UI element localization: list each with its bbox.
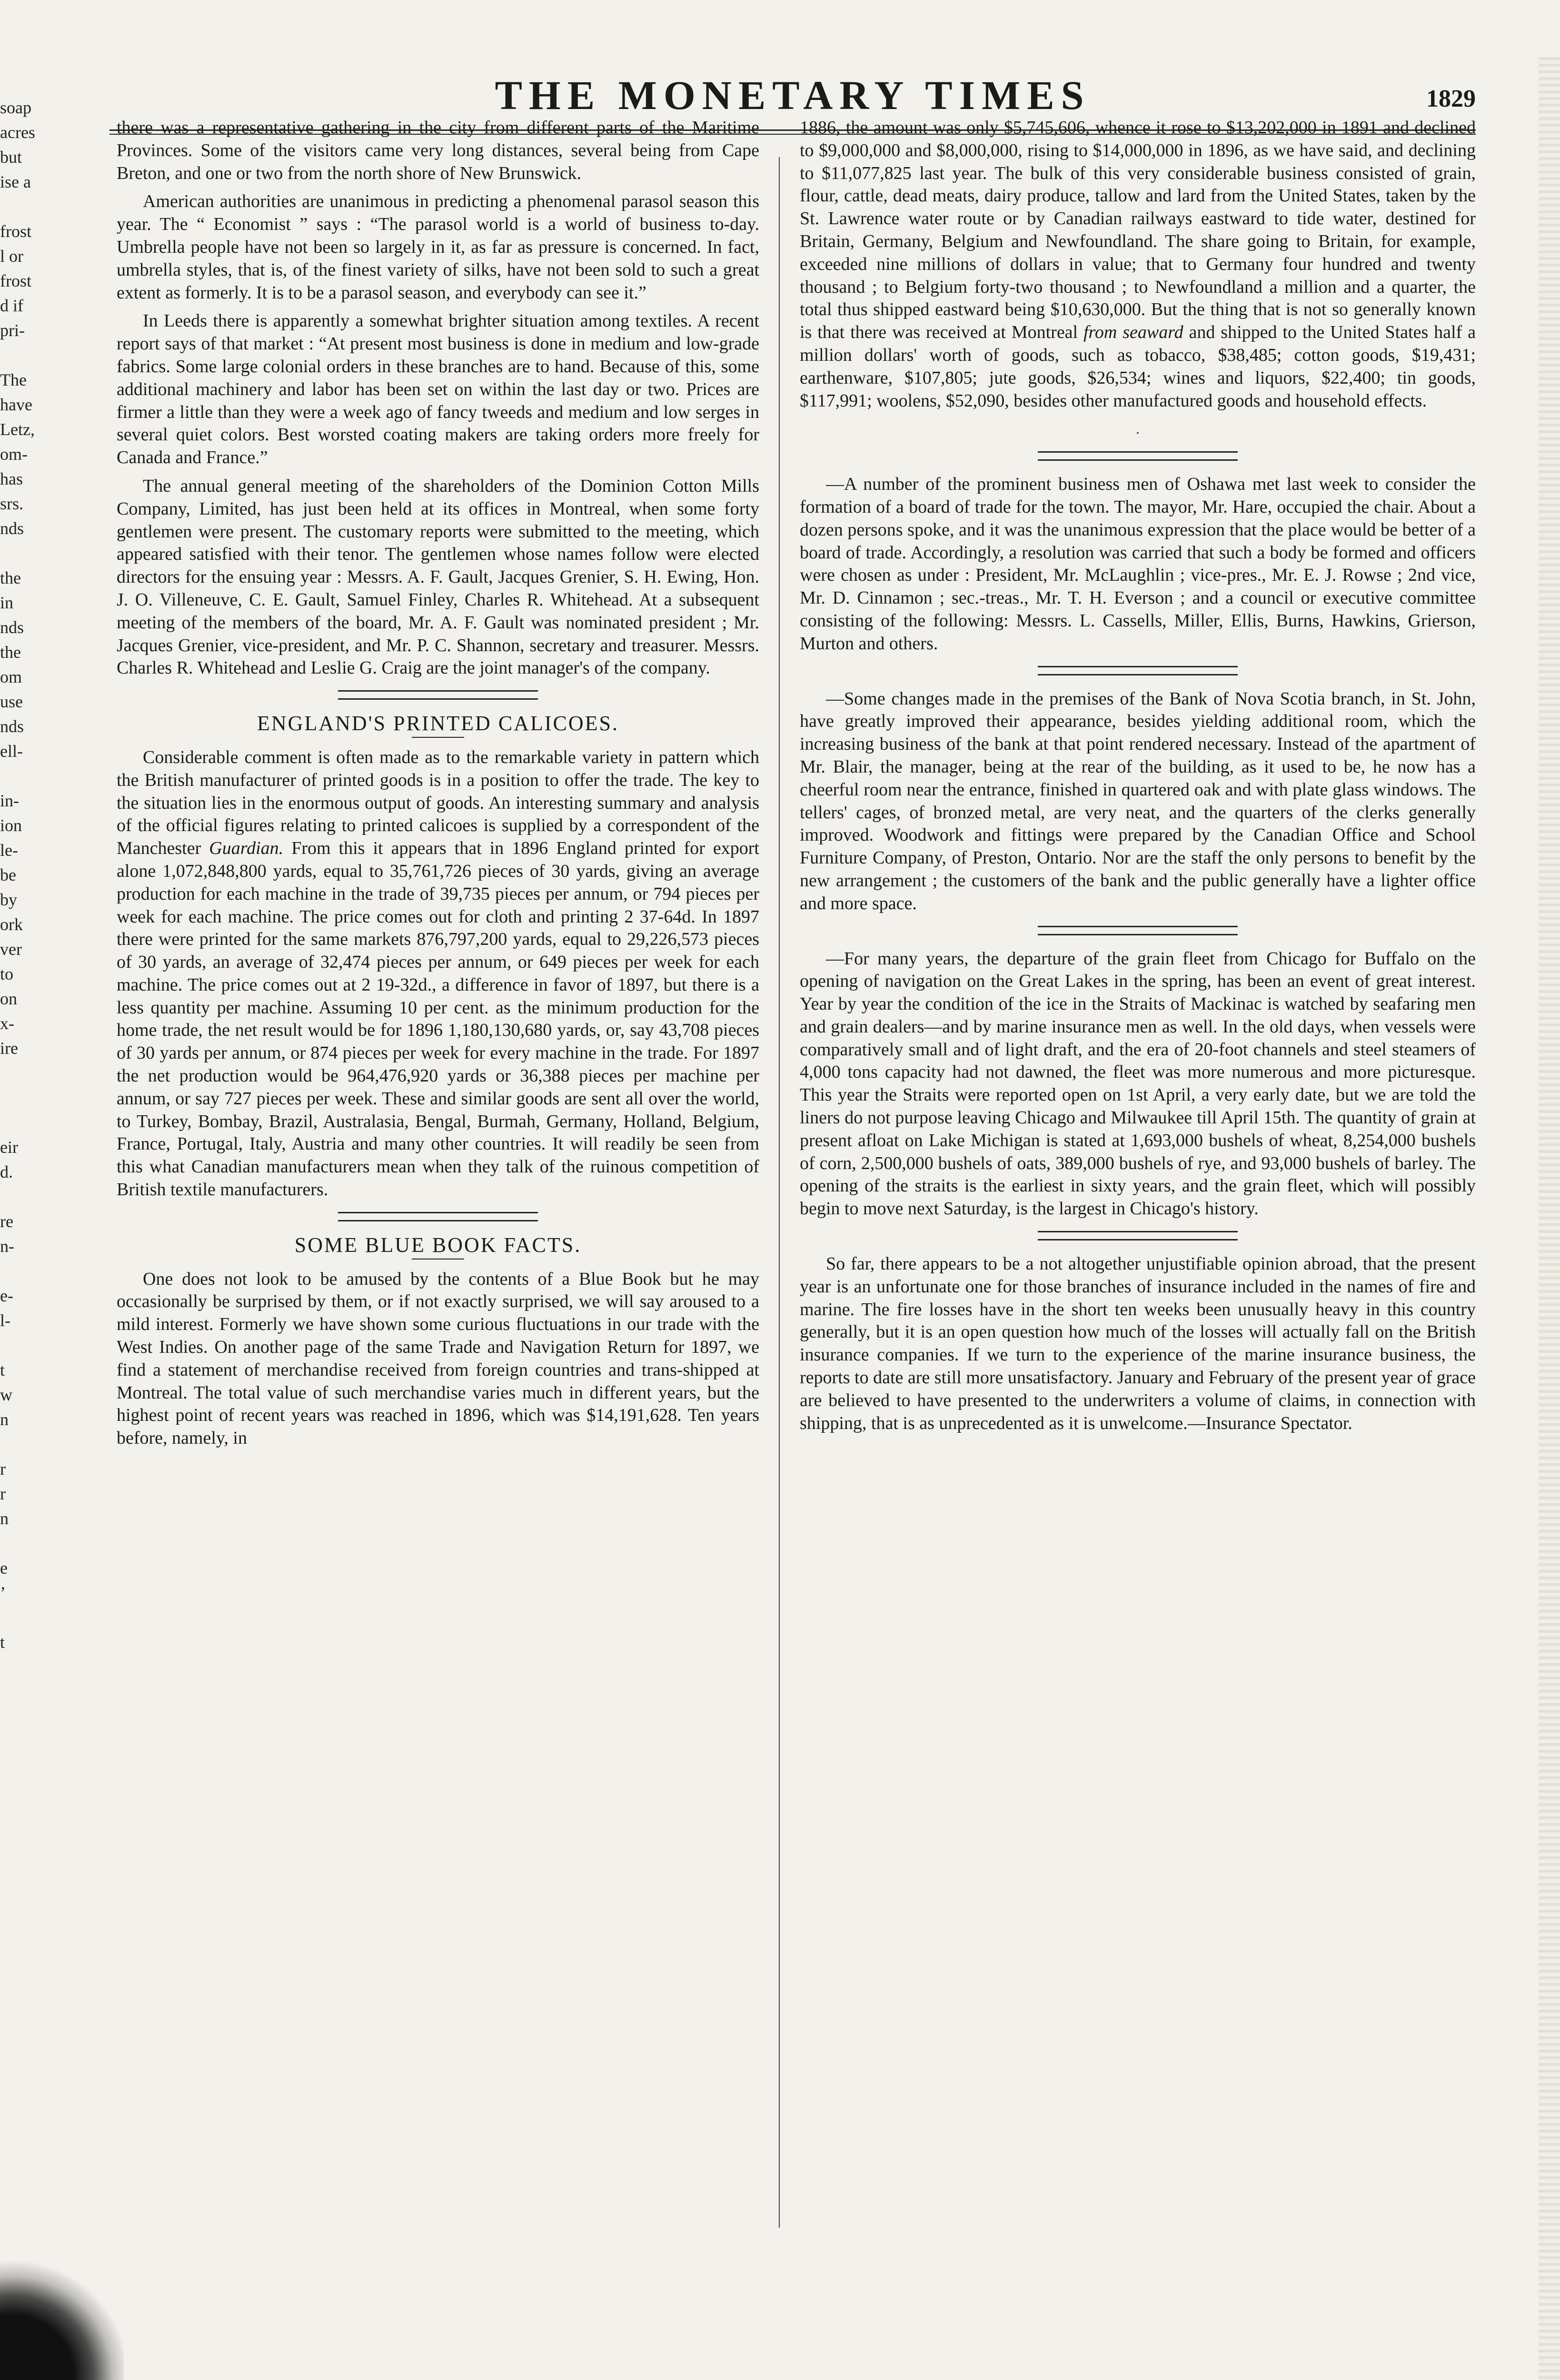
margin-fragment: nds — [0, 618, 24, 637]
margin-fragment: l- — [0, 1311, 10, 1330]
margin-fragment: acres — [0, 123, 35, 142]
margin-fragment: ver — [0, 940, 22, 959]
section-separator — [338, 1212, 538, 1221]
margin-fragment: frost — [0, 271, 31, 290]
margin-fragment: le- — [0, 841, 18, 860]
margin-fragment — [0, 1184, 26, 1209]
page-number: 1829 — [1426, 85, 1476, 112]
margin-fragment: om- — [0, 445, 28, 464]
section-separator — [1038, 666, 1238, 675]
margin-fragment — [0, 1605, 26, 1630]
margin-fragment: nds — [0, 717, 24, 736]
margin-fragment: the — [0, 643, 21, 662]
margin-fragment: n — [0, 1410, 9, 1429]
margin-fragment: ire — [0, 1039, 18, 1058]
margin-fragment: srs. — [0, 494, 24, 513]
margin-fragment: e — [0, 1558, 8, 1577]
margin-fragment — [0, 1259, 26, 1283]
guardian-name: Guardian. — [209, 838, 284, 859]
bank-nova-scotia-paragraph: —Some changes made in the premises of the Bank of Nova Scotia branch, in St. John, have greatly improved their appearance, besides yielding additional room, which the increasing business of the bank at that point rendered necessary. Instead of the apartment of Mr. Blair, the manager, being at the rear of the building, as it used to be, he now has a cheerful room near the entrance, finished in quartered oak and with plate glass windows. The tellers' cages, of bronzed metal, are very neat, and the quarters of the clerks generally improved. Woodwork and fittings were prepared by the Canadian Office and School Furniture Company, of Preston, Ontario. Nor are the staff the only persons to benefit by the new arrangement ; the customers of the bank and the public generally have a lighter office and more space. — [800, 688, 1476, 913]
section-separator — [1038, 451, 1238, 461]
ink-blot — [0, 2259, 124, 2380]
left-margin-fragments — [0, 95, 35, 1904]
margin-fragment — [0, 194, 26, 219]
heading-rule — [412, 737, 464, 738]
calicoes-heading: ENGLAND'S PRINTED CALICOES. — [257, 712, 619, 735]
newspaper-title: THE MONETARY TIMES — [495, 72, 1091, 118]
column-divider — [779, 157, 780, 2228]
from-seaward: from seaward — [1083, 322, 1183, 343]
margin-fragment — [0, 343, 26, 367]
right-column — [800, 117, 1476, 1440]
margin-fragment: by — [0, 890, 17, 909]
margin-fragment: Letz, — [0, 420, 35, 439]
margin-fragment: om — [0, 667, 22, 686]
section-separator — [1038, 1231, 1238, 1240]
margin-fragment: r — [0, 1484, 6, 1503]
margin-fragment: ell- — [0, 742, 23, 761]
margin-fragment: The — [0, 370, 27, 389]
leeds-paragraph: In Leeds there is apparently a somewhat brighter situation among textiles. A recent report says of that market : “At present most business is done in medium and low-grade fabrics. Some large colonial orders in these branches are to hand. Because of this, some additional machinery and labor has been set on within the last day or two. Prices are firmer a little than they were a week ago of fancy tweeds and medium and low serges in several quiet colors. Best worsted coating makers are taking orders more freely for Canada and France.” — [117, 311, 759, 468]
calicoes-paragraph — [117, 746, 759, 1201]
margin-fragment — [0, 764, 26, 788]
margin-fragment: re — [0, 1212, 13, 1231]
margin-fragment — [0, 1061, 26, 1085]
margin-fragment: d. — [0, 1162, 13, 1181]
margin-fragment — [0, 1085, 26, 1110]
left-column — [117, 117, 759, 1456]
margin-fragment: frost — [0, 222, 31, 241]
insurance-paragraph: So far, there appears to be a not altogether unjustifiable opinion abroad, that the present year is an unfortunate one for those branches of insurance included in the names of fire and marine. The fire losses have in the short ten weeks been unusually heavy in this country generally, but it is an open question how much of the losses will actually fall on the British insurance companies. If we turn to the experience of the marine insurance business, the reports to date are still more unsatisfactory. January and February of the present year of grace are believed to have presented to the underwriters a volume of claims, in connection with shipping, that is as unprecedented as it is unwelcome.—Insurance Spectator. — [800, 1254, 1476, 1433]
margin-fragment: in — [0, 593, 14, 612]
margin-fragment: on — [0, 989, 17, 1008]
margin-fragment: soap — [0, 98, 31, 117]
margin-fragment: have — [0, 395, 32, 414]
section-separator — [338, 690, 538, 700]
calicoes-text-a: Considerable comment is often made as to the remarkable variety in pattern which the British manufacturer of printed goods is in a position to offer the trade. The key to the situation lies in the enormous output of goods. An interesting summary and analysis of the official figures relating to printed calicoes is supplied by a correspondent of the Manchester — [117, 747, 759, 859]
margin-fragment: e- — [0, 1286, 13, 1305]
margin-fragment: ’ — [0, 1583, 6, 1602]
margin-fragment: the — [0, 568, 21, 587]
margin-fragment: eir — [0, 1138, 18, 1157]
maritime-paragraph: there was a representative gathering in the city from different parts of the Maritime Provinces. Some of the visitors came very long distances, several being from Cape Breton, and one or two from the north shore of New Brunswick. — [117, 118, 759, 183]
section-separator — [1038, 926, 1238, 935]
stray-dot: . — [1136, 421, 1140, 437]
margin-fragment: ork — [0, 915, 23, 934]
bluebook-continuation — [800, 117, 1476, 412]
margin-fragment: n- — [0, 1237, 14, 1256]
margin-fragment: d if — [0, 296, 23, 315]
margin-fragment: be — [0, 865, 16, 884]
margin-fragment: use — [0, 692, 23, 711]
bluebook-heading: SOME BLUE BOOK FACTS. — [294, 1233, 582, 1257]
right-margin-edge — [1539, 57, 1560, 2380]
margin-fragment: in- — [0, 791, 19, 810]
calicoes-text-b: From this it appears that in 1896 England printed for export alone 1,072,848,800 yards, equal to 35,761,726 pieces of 30 yards, giving an average production for each machine in the trade of 39,735 pieces per annum, or 794 pieces per week for each machine. The price comes out for cloth and printing 2 37-64d. In 1897 there were printed for the same markets 876,797,200 yards, equal to 29,226,573 pieces of 30 yards, an average of 32,474 pieces per annum, or 649 pieces per week for each machine. The price comes out at 2 19-32d., a difference in favor of 1897, but there is a less quantity per machine. Assuming 10 per cent. as the minimum production for the home trade, the net result would be for 1896 1,180,130,680 yards, or, say 43,708 pieces of 30 yards per annum, or 874 pieces per week for every machine in the trade. For 1897 the net production would be 964,476,920 yards or 36,388 pieces per machine per annum, or say 727 pieces per week. These and similar goods are sent all over the world, to Turkey, Bombay, Brazil, Australasia, Bengal, Burmah, Germany, Holland, Belgium, France, Portugal, Italy, Austria and many other countries. It will readily be seen from this what Canadian manufacturers mean when they talk of the ruinous competition of British textile manufacturers. — [117, 838, 759, 1200]
margin-fragment: w — [0, 1385, 12, 1404]
margin-fragment: l or — [0, 247, 23, 266]
margin-fragment: n — [0, 1509, 9, 1528]
bluebook-cont-a: 1886, the amount was only $5,745,606, whence it rose to $13,202,000 in 1891 and declined to $9,000,000 and $8,000,000, rising to $14,000,000 in 1896, as we have said, and declining to $11,077,825 last year. The bulk of this very considerable business consisted of grain, flour, cattle, dead meats, dairy produce, tallow and lard from the United States, taken by the St. Lawrence water route or by Canadian railways eastward to tide water, destined for Britain, Germany, Belgium and Newfoundland. The share going to Britain, for example, exceeded nine millions of dollars in value; that to Germany four hundred and twenty thousand ; to Belgium forty-two thousand ; to Newfoundland a million and a quarter, the total thus shipped eastward being $10,630,000. But the thing that is not so generally known is that there was received at Montreal — [800, 118, 1476, 343]
margin-fragment: nds — [0, 519, 24, 538]
margin-fragment: t — [0, 1633, 5, 1652]
margin-fragment: but — [0, 148, 22, 167]
cotton-mills-paragraph: The annual general meeting of the shareholders of the Dominion Cotton Mills Company, Limited, has just been held at its offices in Montreal, when some forty gentlemen were present. The customary reports were submitted to the meeting, which appeared satisfied with their tenor. The gentlemen whose names follow were elected directors for the ensuing year : Messrs. A. F. Gault, Jacques Grenier, S. H. Ewing, Hon. J. O. Villeneuve, C. E. Gault, Samuel Finley, Charles R. Whitehead. At a subsequent meeting of the members of the board, Mr. A. F. Gault was nominated president ; Mr. Jacques Grenier, vice-president, and Mr. P. C. Shannon, secretary and treasurer. Messrs. Charles R. Whitehead and Leslie G. Craig are the joint manager's of the company. — [117, 476, 759, 678]
margin-fragment: t — [0, 1360, 5, 1379]
margin-fragment — [0, 541, 26, 565]
margin-fragment: x- — [0, 1014, 14, 1033]
margin-fragment: ion — [0, 816, 22, 835]
bluebook-cont-b: and shipped to the United States half a million dollars' worth of goods, such as tobacco, $38,485; cotton goods, $19,431; earthenware, $107,805; jute goods, $26,534; wines and liquors, $22,400; tin goods, $117,991; woolens, $52,090, besides other manufactured goods and household effects. — [800, 322, 1476, 411]
margin-fragment — [0, 1333, 26, 1358]
margin-fragment — [0, 1432, 26, 1457]
margin-fragment: pri- — [0, 321, 25, 340]
margin-fragment: ise a — [0, 172, 31, 191]
margin-fragment — [0, 1531, 26, 1556]
margin-fragment — [0, 1110, 26, 1135]
parasol-paragraph: American authorities are unanimous in predicting a phenomenal parasol season this year. The “ Economist ” says : “The parasol world is a world of business to-day. Umbrella people have not been so largely in it, as far as pressure is concerned. In fact, umbrella styles, that is, of the finest variety of silks, have not been sold to such a great extent as formerly. It is to be a parasol season, and everybody can see it.” — [117, 191, 759, 303]
margin-fragment: has — [0, 469, 23, 488]
oshawa-paragraph: —A number of the prominent business men of Oshawa met last week to consider the formation of a board of trade for the town. The mayor, Mr. Hare, occupied the chair. About a dozen persons spoke, and it was the unanimous expression that the place would be better of a board of trade. Accordingly, a resolution was carried that such a body be formed and officers were chosen as under : President, Mr. McLaughlin ; vice-pres., Mr. E. J. Rowse ; 2nd vice, Mr. D. Cinnamon ; sec.-treas., Mr. T. H. Everson ; and a council or executive committee consisting of the following: Messrs. L. Cassells, Miller, Ellis, Burns, Hawkins, Grierson, Murton and others. — [800, 474, 1476, 654]
grain-fleet-paragraph: —For many years, the departure of the grain fleet from Chicago for Buffalo on the opening of navigation on the Great Lakes in the spring, has been an event of great interest. Year by year the condition of the ice in the Straits of Mackinac is watched by seafaring men and grain dealers—and by marine insurance men as well. In the old days, when vessels were comparatively small and of light draft, and the era of 20-foot channels and steel steamers of 4,000 tons capacity had not dawned, the fleet was more numerous and more picturesque. This year the Straits were reported open on 1st April, a very early date, but we are told the liners do not purpose leaving Chicago and Milwaukee till April 15th. The quantity of grain at present afloat on Lake Michigan is stated at 1,693,000 bushels of wheat, 8,254,000 bushels of corn, 2,500,000 bushels of oats, 389,000 bushels of rye, and 93,000 bushels of barley. The opening of the straits is the earliest in sixty years, and the grain fleet, which will possibly begin to move next Saturday, is the largest in Chicago's history. — [800, 948, 1476, 1219]
bluebook-paragraph: One does not look to be amused by the contents of a Blue Book but he may occasionally be surprised by them, or if not exactly surprised, we will say aroused to a mild interest. Formerly we have shown some curious fluctuations in our trade with the West Indies. On another page of the same Trade and Navigation Return for 1897, we find a statement of merchandise received from foreign countries and trans-shipped at Montreal. The total value of such merchandise varies much in different years, but the highest point of recent years was reached in 1896, which was $14,191,628. Ten years before, namely, in — [117, 1269, 759, 1448]
margin-fragment: r — [0, 1459, 6, 1478]
margin-fragment: to — [0, 964, 14, 983]
